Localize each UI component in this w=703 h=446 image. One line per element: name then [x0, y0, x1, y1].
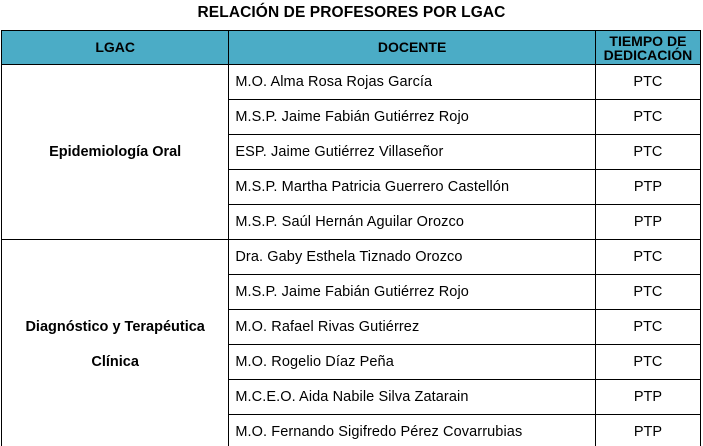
header-tiempo-line1: TIEMPO DE: [609, 32, 687, 49]
tiempo-cell: PTC: [595, 275, 700, 310]
table-row: [2, 240, 701, 275]
lgac-label-line1: Diagnóstico y Terapéutica: [25, 318, 205, 335]
table-row: [2, 65, 701, 100]
docente-cell: M.C.E.O. Aida Nabile Silva Zatarain: [229, 380, 596, 415]
docente-cell: M.S.P. Jaime Fabián Gutiérrez Rojo: [229, 275, 596, 310]
professors-table: [1, 30, 701, 446]
tiempo-cell: PTP: [595, 205, 700, 240]
tiempo-cell: PTC: [595, 240, 700, 275]
tiempo-cell: PTC: [595, 345, 700, 380]
docente-cell: M.S.P. Saúl Hernán Aguilar Orozco: [229, 205, 596, 240]
tiempo-cell: PTC: [595, 100, 700, 135]
docente-cell: ESP. Jaime Gutiérrez Villaseñor: [229, 135, 596, 170]
header-lgac: LGAC: [2, 31, 229, 65]
lgac-cell-diagnostico: [2, 240, 229, 446]
header-tiempo-line2: DEDICACIÓN: [603, 46, 693, 63]
docente-cell: M.S.P. Martha Patricia Guerrero Castellón: [229, 170, 596, 205]
docente-cell: M.O. Fernando Sigifredo Pérez Covarrubias: [229, 415, 596, 446]
docente-cell: Dra. Gaby Esthela Tiznado Orozco: [229, 240, 596, 275]
tiempo-cell: PTP: [595, 170, 700, 205]
docente-cell: M.O. Alma Rosa Rojas García: [229, 65, 596, 100]
tiempo-cell: PTP: [595, 415, 700, 446]
docente-cell: M.O. Rogelio Díaz Peña: [229, 345, 596, 380]
lgac-cell-epidemiologia: Epidemiología Oral: [2, 65, 229, 240]
tiempo-cell: PTP: [595, 380, 700, 415]
table-header-row: [2, 31, 701, 65]
header-tiempo-dedicacion: [595, 31, 700, 65]
tiempo-cell: PTC: [595, 65, 700, 100]
document-title: RELACIÓN DE PROFESORES POR LGAC: [197, 4, 506, 21]
header-docente: DOCENTE: [229, 31, 596, 65]
docente-cell: M.S.P. Jaime Fabián Gutiérrez Rojo: [229, 100, 596, 135]
tiempo-cell: PTC: [595, 135, 700, 170]
tiempo-cell: PTC: [595, 310, 700, 345]
lgac-label-line2: Clínica: [91, 353, 139, 370]
docente-cell: M.O. Rafael Rivas Gutiérrez: [229, 310, 596, 345]
